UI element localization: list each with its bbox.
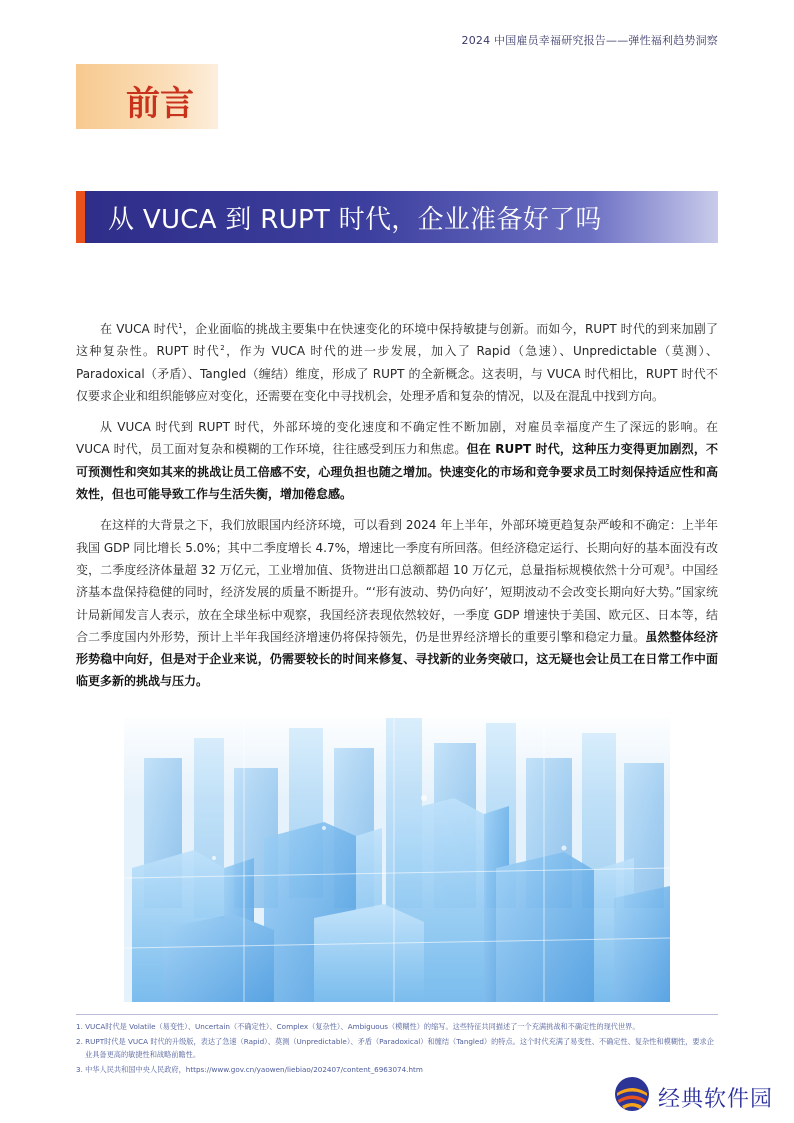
p3-bold-text: 虽然整体经济形势稳中向好，但是对于企业来说，仍需要较长的时间来修复、寻找新的业务突破口，这无疑也会让员工在日常工作中面临更多新的挑战与压力。 xyxy=(76,629,718,689)
footnote-1: 1. VUCA时代是 Volatile（易变性）、Uncertain（不确定性）、Complex（复杂性）、Ambiguous（模糊性）的缩写。这些特征共同描述了一个充满挑战和不确定性的现代世界。 xyxy=(76,1022,640,1031)
footnote-3: 3. 中华人民共和国中央人民政府，https://www.gov.cn/yaowen/liebiao/202407/content_6963074.htm xyxy=(76,1065,423,1074)
glass-city-image xyxy=(124,718,670,1002)
p3-text-b: 。中国经济基本盘保持稳健的同时，经济发展的质量不断提升。“‘形有波动、势仍向好’，短期波动不会改变长期向好大势。”国家统计局新闻发言人表示，放在全球坐标中观察，我国经济表现依然较好，一季度 GDP 增速快于美国、欧元区、日本等，结合二季度国内外形势，预计上半年我国经济增速仍将保持领先，仍是世界经济增长的重要引擎和稳定力量。 xyxy=(76,562,718,644)
p2-bold-text: 但在 RUPT 时代，这种压力变得更加剧烈，不可预测性和突如其来的挑战让员工倍感不安，心理负担也随之增加。快速变化的市场和竞争要求员工时刻保持适应性和高效性，但也可能导致工作与生活失衡，增加倦怠感。 xyxy=(76,442,718,502)
section-title-bar xyxy=(76,191,718,243)
p1-text-a: 在 VUCA 时代 xyxy=(100,322,179,336)
footnote-ref-3: 3 xyxy=(665,562,670,571)
footnote-ref-2: 2 xyxy=(220,344,225,353)
p3-text-a: 在这样的大背景之下，我们放眼国内经济环境，可以看到 2024 年上半年，外部环境更趋复杂严峻和不确定：上半年我国 GDP 同比增长 5.0%；其中二季度增长 4.7%，增速比一季度有所回落。但经济稳定运行、长期向好的基本面没有改变，二季度经济体量超 32 万亿元，工业增加值、货物进出口总额都超 10 万亿元，总量指标规模依然十分可观 xyxy=(76,518,719,577)
section-title: 从 VUCA 到 RUPT 时代，企业准备好了吗 xyxy=(108,205,602,235)
site-logo xyxy=(612,1074,782,1116)
p1-text-b: ，企业面临的挑战主要集中在快速变化的环境中保持敏捷与创新。而如今，RUPT 时代的到来加剧了这种复杂性。RUPT 时代 xyxy=(76,322,718,359)
p2-text: 从 VUCA 时代到 RUPT 时代，外部环境的变化速度和不确定性不断加剧，对雇员幸福度产生了深远的影响。在 VUCA 时代，员工面对复杂和模糊的工作环境，往往感受到压力和焦虑。 xyxy=(76,420,718,457)
footnotes xyxy=(76,1014,718,1078)
paragraph-3 xyxy=(76,514,718,692)
footnote-2: 2. RUPT时代是 VUCA 时代的升级版，表达了急速（Rapid）、莫测（Unpredictable）、矛盾（Paradoxical）和缠结（Tangled）的特点。这个时代充满了易变性、不确定性、复杂性和模糊性，要求企业具备更高的敏捷性和战略前瞻性。 xyxy=(76,1037,714,1059)
city-illustration xyxy=(124,718,670,1002)
footnote-ref-1: 1 xyxy=(178,322,183,330)
p1-text-c: ，作为 VUCA 时代的进一步发展，加入了 Rapid（急速）、Unpredictable（莫测）、Paradoxical（矛盾）、Tangled（缠结）维度，形成了 RUPT 的全新概念。这表明，与 VUCA 时代相比，RUPT 时代不仅要求企业和组织能够应对变化，还需要在变化中寻找机会，处理矛盾和复杂的情况，以及在混乱中找到方向。 xyxy=(76,344,718,403)
body-text xyxy=(76,318,718,702)
preface-tag xyxy=(76,64,218,129)
report-header-title: 2024 中国雇员幸福研究报告——弹性福利趋势洞察 xyxy=(461,34,718,47)
paragraph-2 xyxy=(76,416,718,505)
paragraph-1 xyxy=(76,318,718,407)
logo-icon xyxy=(612,1074,652,1114)
title-accent-stripe xyxy=(76,191,85,243)
logo-text: 经典软件园 xyxy=(658,1087,774,1112)
preface-label: 前言 xyxy=(126,84,194,124)
